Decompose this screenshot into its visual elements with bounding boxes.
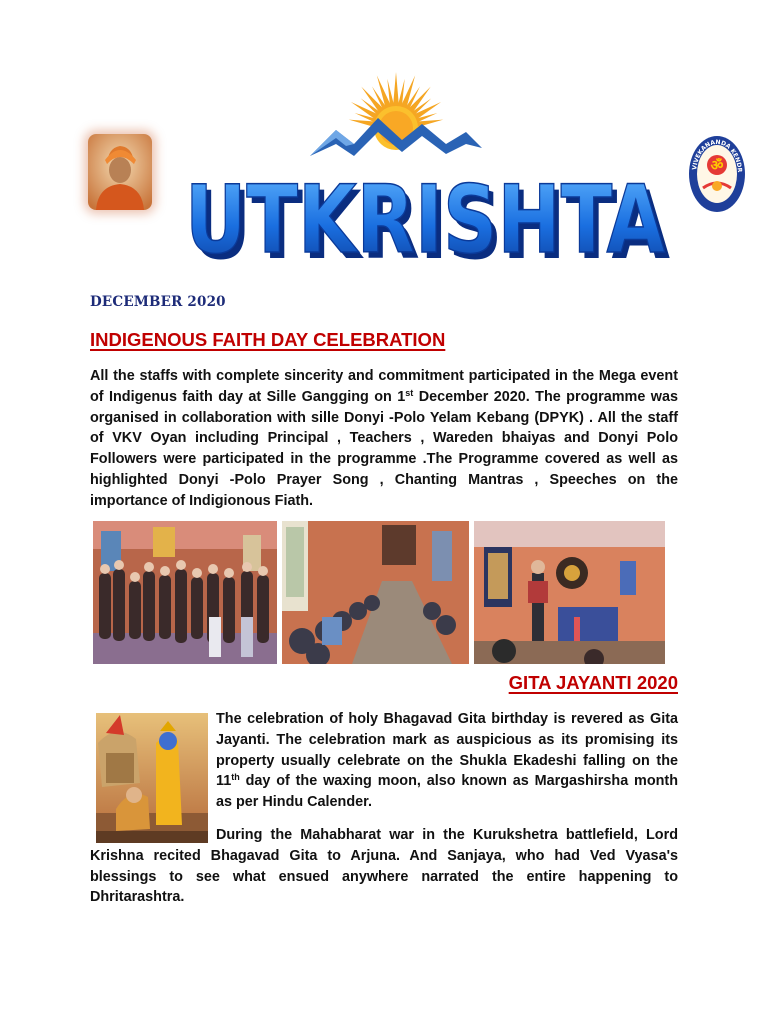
masthead-title — [170, 160, 680, 270]
section2-paragraph-2: During the Mahabharat war in the Kurukshetra battlefield, Lord Krishna recited Bhagavad Gita to Arjuna. And Sanjaya, who had Ved Vyasa's blessings to see what ensued anywhere narrated the entire happening to Dhritarashtra. — [90, 827, 678, 906]
section1-paragraph — [90, 366, 678, 512]
section2-paragraph-1 — [216, 709, 678, 813]
issue-date: DECEMBER 2020 — [90, 294, 226, 310]
krishna-arjuna-painting — [96, 713, 208, 843]
section2-text-b: day of the waxing moon, also known as Margashirsha month as per Hindu Calender. — [216, 773, 678, 811]
masthead-text: UTKRISHTA — [185, 166, 666, 270]
section-title-gita-jayanti: GITA JAYANTI 2020 — [508, 672, 678, 693]
section2-sup: th — [231, 772, 240, 783]
om-seal-icon — [688, 134, 746, 214]
section1-text-b: December 2020. The programme was organised in collaboration with sille Donyi -Polo Yelam Kebang (DPYK) . All the staff of VKV Oyan including Principal , Teachers , Wareden bhaiyas and Donyi Polo Followers were participated in the programme .The Programme covered as well as highlighted Donyi -Polo Prayer Song , Chanting Mantras , Speeches on the importance of Indigionous Fiath. — [90, 388, 678, 509]
masthead-shadow: UTKRISHTA — [190, 172, 671, 270]
svg-text:VIVEKANANDA KENDRA VIDYALAYA: VIVEKANANDA KENDR — [691, 138, 744, 173]
section1-sup: st — [405, 387, 414, 398]
event-photo-group — [93, 521, 277, 664]
portrait-photo — [88, 134, 152, 210]
section1-text-a: All the staffs with complete sincerity and commitment participated in the Mega event of Indigenus faith day at Sille Gangging on 1 — [90, 368, 678, 405]
event-photo-speech — [474, 521, 665, 664]
svg-text:ॐ: ॐ — [710, 158, 724, 174]
section-title-indigenous-faith: INDIGENOUS FAITH DAY CELEBRATION — [90, 329, 446, 350]
event-photo-seated — [282, 521, 469, 664]
section2-text-a: The celebration of holy Bhagavad Gita birthday is revered as Gita Jayanti. The celebration mark as auspicious as its promising its property usually celebrate on the Shukla Ekadeshi falling on the 11 — [216, 711, 678, 790]
sun-mountain-logo — [306, 70, 486, 170]
